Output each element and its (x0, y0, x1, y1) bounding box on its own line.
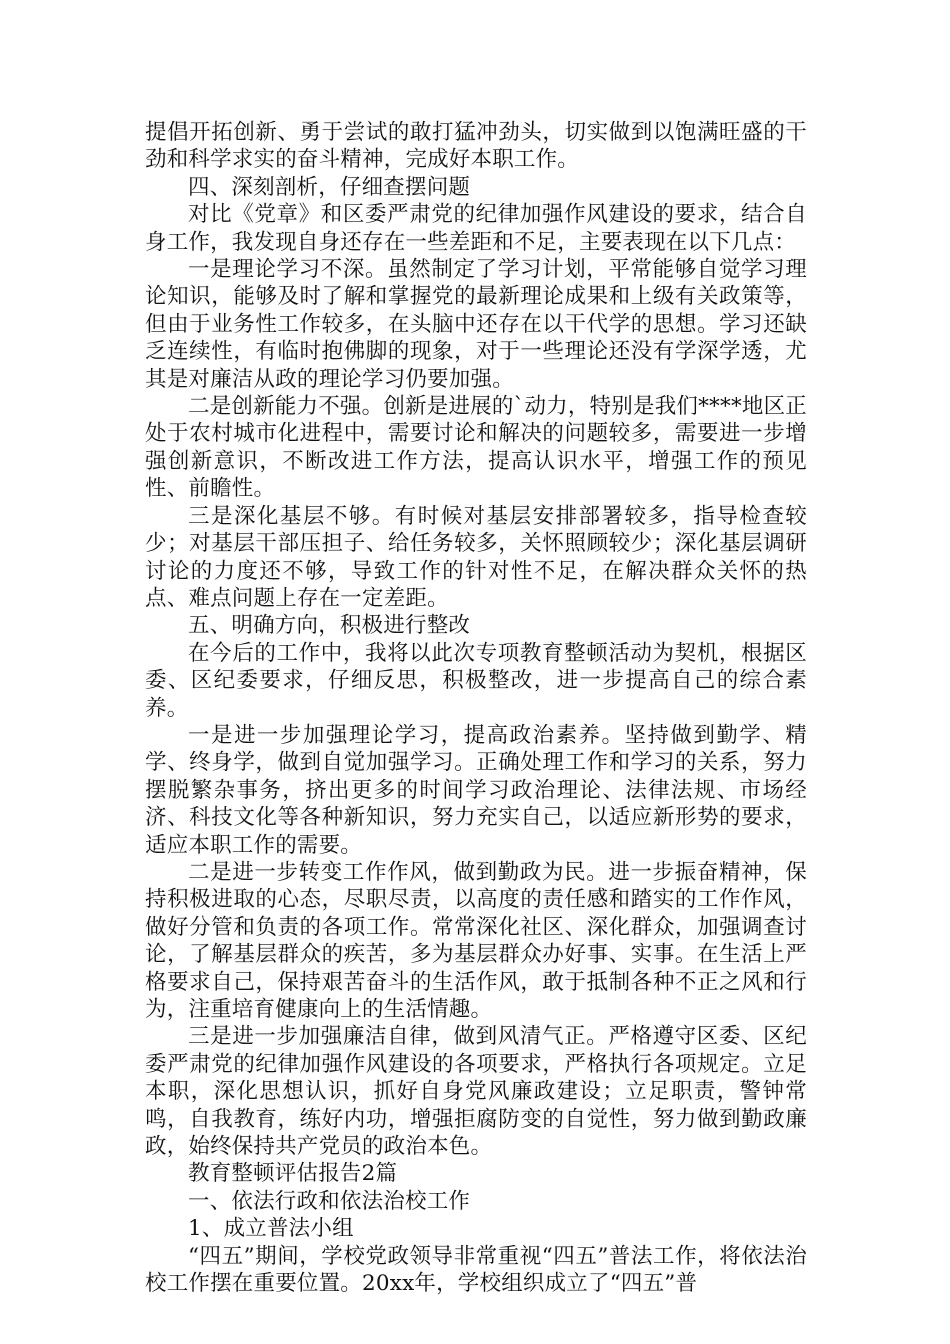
paragraph: 对比《党章》和区委严肃党的纪律加强作风建设的要求，结合自身工作，我发现自身还存在一些差距和不足，主要表现在以下几点： (145, 202, 807, 255)
document-body (145, 119, 807, 1297)
section-heading-five: 五、明确方向，积极进行整改 (188, 613, 471, 639)
paragraph: 二是进一步转变工作作风，做到勤政为民。进一步振奋精神，保持积极进取的心态，尽职尽责，以高度的责任感和踏实的工作作风，做好分管和负责的各项工作。常常深化社区、深化群众，加强调查讨论，了解基层群众的疾苦，多为基层群众办好事、实事。在生活上严格要求自己，保持艰苦奋斗的生活作风，敢于抵制各种不正之风和行为，注重培育健康向上的生活情趣。 (145, 859, 807, 1022)
paragraph: 一是进一步加强理论学习，提高政治素养。坚持做到勤学、精学、终身学，做到自觉加强学习。正确处理工作和学习的关系，努力摆脱繁杂事务，挤出更多的时间学习政治理论、法律法规、市场经济、科技文化等各种新知识，努力充实自己，以适应新形势的要求，适应本职工作的需要。 (145, 722, 807, 858)
paragraph: 三是进一步加强廉洁自律，做到风清气正。严格遵守区委、区纪委严肃党的纪律加强作风建设的各项要求，严格执行各项规定。立足本职，深化思想认识，抓好自身党风廉政建设；立足职责，警钟常鸣，自我教育，练好内功，增强拒腐防变的自觉性，努力做到勤政廉政，始终保持共产党员的政治本色。 (145, 1024, 807, 1160)
paragraph-continuation: 提倡开拓创新、勇于尝试的敢打猛冲劲头，切实做到以饱满旺盛的干劲和科学求实的奋斗精神，完成好本职工作。 (145, 120, 807, 173)
paragraph: “四五”期间，学校党政领导非常重视“四五”普法工作，将依法治校工作摆在重要位置。20xx年，学校组织成立了“四五”普 (145, 1243, 807, 1297)
paragraph: 二是创新能力不强。创新是进展的`动力，特别是我们****地区正处于农村城市化进程中，需要讨论和解决的问题较多，需要进一步增强创新意识，不断改进工作方法，提高认识水平，增强工作的预见性、前瞻性。 (145, 394, 807, 502)
report-title: 教育整顿评估报告2篇 (188, 1161, 398, 1187)
section-heading-one: 一、依法行政和依法治校工作 (188, 1188, 471, 1214)
paragraph: 在今后的工作中，我将以此次专项教育整顿活动为契机，根据区委、区纪委要求，仔细反思，积极整改，进一步提高自己的综合素养。 (145, 640, 807, 721)
section-heading-four: 四、深刻剖析，仔细查摆问题 (188, 174, 471, 200)
subsection-heading: 1、成立普法小组 (188, 1216, 354, 1242)
paragraph: 一是理论学习不深。虽然制定了学习计划，平常能够自觉学习理论知识，能够及时了解和掌握党的最新理论成果和上级有关政策等，但由于业务性工作较多，在头脑中还存在以干代学的思想。学习还缺乏连续性，有临时抱佛脚的现象，对于一些理论还没有学深学透，尤其是对廉洁从政的理论学习仍要加强。 (145, 257, 807, 392)
paragraph: 三是深化基层不够。有时候对基层安排部署较多，指导检查较少；对基层干部压担子、给任务较多，关怀照顾较少；深化基层调研讨论的力度还不够，导致工作的针对性不足，在解决群众关怀的热点、难点问题上存在一定差距。 (145, 503, 807, 611)
